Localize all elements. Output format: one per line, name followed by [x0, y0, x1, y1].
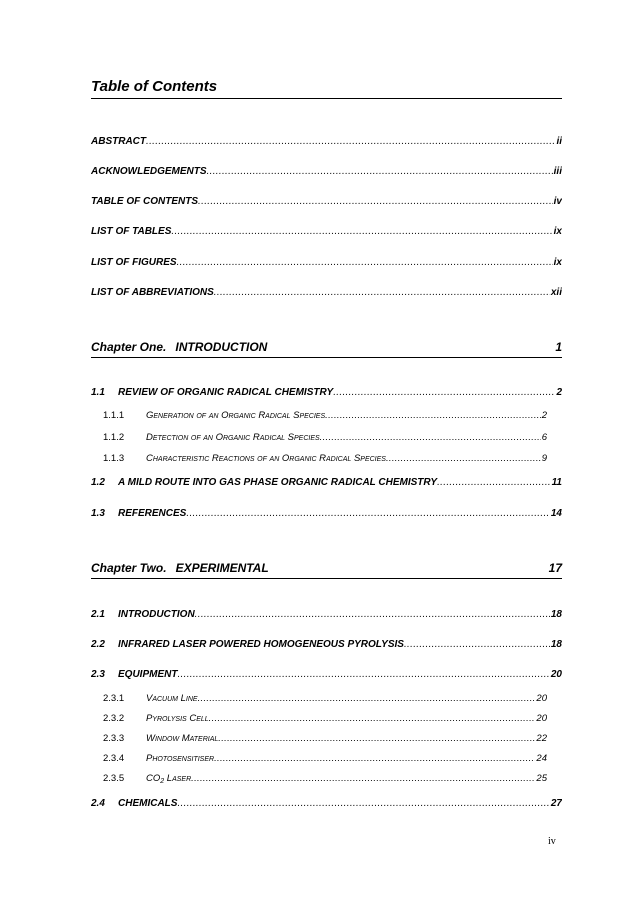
section-number: 2.1 [91, 609, 105, 620]
section-label: REVIEW OF ORGANIC RADICAL CHEMISTRY [118, 387, 334, 398]
dot-leader [214, 287, 550, 298]
toc-section-2-1[interactable] [91, 609, 562, 623]
toc-section-1-1[interactable] [91, 387, 562, 401]
section-label: CHEMICALS [118, 798, 178, 809]
chapter-heading-two[interactable] [91, 561, 562, 579]
section-page: 2 [541, 410, 547, 421]
toc-section-2-2[interactable] [91, 639, 562, 653]
section-label: Detection of an Organic Radical Species [146, 432, 320, 443]
section-page: 18 [550, 609, 562, 620]
dot-leader [198, 196, 553, 207]
section-number: 2.3.4 [103, 753, 125, 764]
toc-entry-label: TABLE OF CONTENTS [91, 196, 199, 207]
dot-leader [195, 609, 550, 620]
section-page: 2 [556, 387, 562, 398]
chapter-number: Chapter One. [91, 340, 167, 354]
section-page: 20 [536, 713, 547, 724]
toc-entry-label: ACKNOWLEDGEMENTS [91, 166, 207, 177]
section-number: 1.1.2 [103, 432, 125, 443]
section-label: REFERENCES [118, 508, 187, 519]
toc-entry-list-of-figures[interactable] [91, 257, 562, 271]
section-number: 2.3.1 [103, 693, 125, 704]
dot-leader [207, 166, 553, 177]
dot-leader [214, 753, 535, 764]
toc-subsection-2-3-2[interactable] [103, 713, 547, 727]
section-page: 11 [551, 477, 562, 488]
section-label: Photosensitiser [146, 753, 215, 764]
toc-subsection-1-1-1[interactable] [103, 410, 547, 424]
section-label: EQUIPMENT [118, 669, 178, 680]
toc-section-1-2[interactable] [91, 477, 562, 491]
section-number: 2.3.3 [103, 733, 125, 744]
toc-entry-page: iv [553, 196, 562, 207]
dot-leader [171, 226, 552, 237]
dot-leader [209, 713, 536, 724]
section-page: 20 [550, 669, 562, 680]
label-co: CO [146, 773, 161, 784]
chapter-page: 17 [548, 561, 562, 575]
section-number: 1.1.3 [103, 453, 125, 464]
toc-section-2-3[interactable] [91, 669, 562, 683]
chapter-title: INTRODUCTION [175, 340, 268, 354]
section-number: 2.2 [91, 639, 105, 650]
dot-leader [177, 257, 553, 268]
section-label: A MILD ROUTE INTO GAS PHASE ORGANIC RADICAL CHEMISTRY [118, 477, 438, 488]
page-number: iv [548, 836, 556, 847]
dot-leader [325, 410, 541, 421]
section-number: 2.3 [91, 669, 105, 680]
toc-entry-page: ix [553, 257, 562, 268]
toc-section-1-3[interactable] [91, 508, 562, 522]
chapter-number: Chapter Two. [91, 561, 167, 575]
dot-leader [386, 453, 541, 464]
section-label: Generation of an Organic Radical Species [146, 410, 326, 421]
toc-entry-label: ABSTRACT [91, 136, 146, 147]
dot-leader [191, 773, 535, 784]
section-label: Vacuum Line [146, 693, 198, 704]
section-number: 2.3.5 [103, 773, 125, 784]
toc-subsection-2-3-5[interactable] [103, 773, 547, 787]
dot-leader [320, 432, 541, 443]
toc-subsection-2-3-4[interactable] [103, 753, 547, 767]
toc-entry-label: LIST OF TABLES [91, 226, 172, 237]
toc-entry-page: iii [553, 166, 562, 177]
toc-entry-acknowledgements[interactable] [91, 166, 562, 180]
dot-leader [218, 733, 535, 744]
dot-leader [177, 798, 549, 809]
section-page: 14 [550, 508, 562, 519]
section-page: 22 [536, 733, 547, 744]
chapter-heading-one[interactable] [91, 340, 562, 358]
section-label: INTRODUCTION [118, 609, 195, 620]
label-subscript: 2 [160, 778, 165, 785]
toc-entry-label: LIST OF FIGURES [91, 257, 177, 268]
toc-entry-label: LIST OF ABBREVIATIONS [91, 287, 214, 298]
section-page: 6 [541, 432, 547, 443]
section-label [146, 773, 191, 785]
dot-leader [437, 477, 551, 488]
section-label: Window Material [146, 733, 219, 744]
dot-leader [177, 669, 549, 680]
toc-entry-abstract[interactable] [91, 136, 562, 150]
section-number: 2.3.2 [103, 713, 125, 724]
toc-entry-list-of-abbreviations[interactable] [91, 287, 562, 301]
dot-leader [186, 508, 550, 519]
toc-entry-page: xii [550, 287, 562, 298]
chapter-title: EXPERIMENTAL [175, 561, 269, 575]
section-number: 1.2 [91, 477, 105, 488]
chapter-page: 1 [555, 340, 562, 354]
section-page: 25 [536, 773, 547, 784]
section-page: 9 [541, 453, 547, 464]
toc-subsection-1-1-2[interactable] [103, 432, 547, 446]
toc-entry-table-of-contents[interactable] [91, 196, 562, 210]
section-page: 20 [536, 693, 547, 704]
section-number: 1.1.1 [103, 410, 125, 421]
toc-subsection-2-3-3[interactable] [103, 733, 547, 747]
section-page: 18 [550, 639, 562, 650]
section-label: Characteristic Reactions of an Organic Radical Species [146, 453, 386, 464]
section-label: INFRARED LASER POWERED HOMOGENEOUS PYROLYSIS [118, 639, 404, 650]
dot-leader [404, 639, 550, 650]
page-title: Table of Contents [91, 78, 562, 99]
toc-entry-page: ii [556, 136, 562, 147]
section-number: 2.4 [91, 798, 105, 809]
toc-subsection-1-1-3[interactable] [103, 453, 547, 467]
toc-entry-page: ix [553, 226, 562, 237]
section-page: 27 [550, 798, 562, 809]
section-number: 1.1 [91, 387, 105, 398]
label-laser: Laser [164, 773, 192, 784]
dot-leader [146, 136, 555, 147]
toc-entry-list-of-tables[interactable] [91, 226, 562, 240]
toc-subsection-2-3-1[interactable] [103, 693, 547, 707]
section-number: 1.3 [91, 508, 105, 519]
section-label: Pyrolysis Cell [146, 713, 209, 724]
dot-leader [198, 693, 536, 704]
section-page: 24 [536, 753, 547, 764]
dot-leader [333, 387, 555, 398]
toc-section-2-4[interactable] [91, 798, 562, 812]
